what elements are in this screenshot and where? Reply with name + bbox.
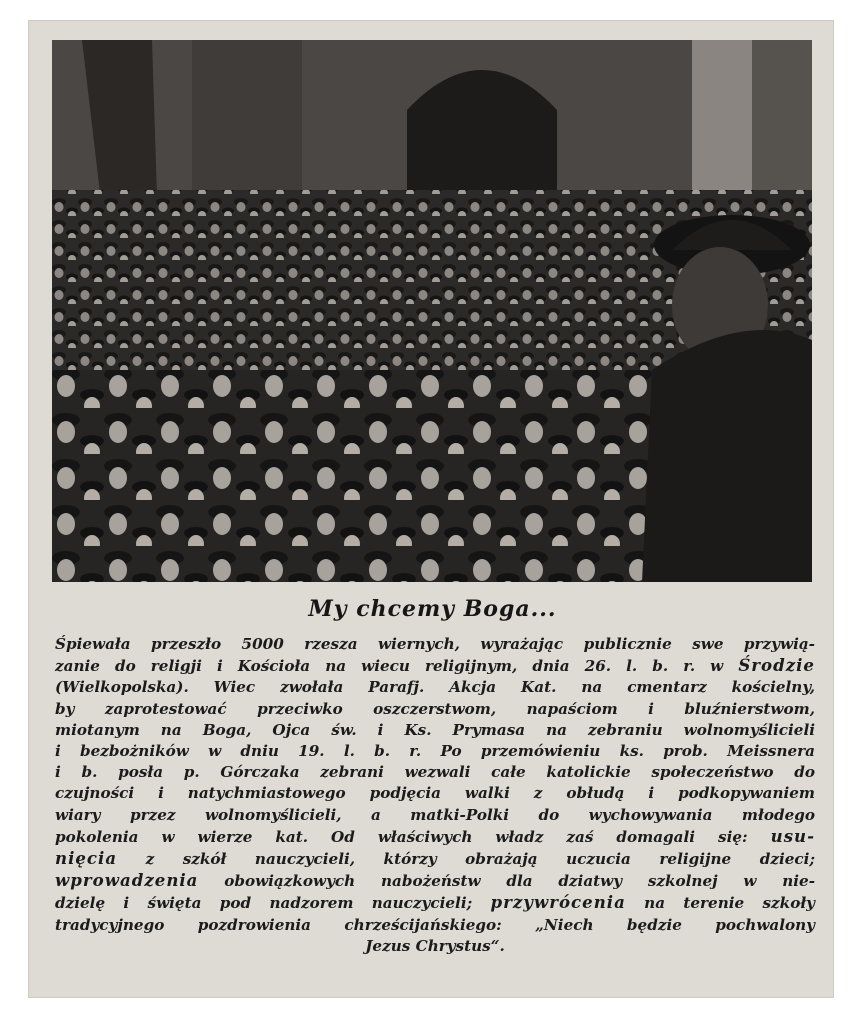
article-title: My chcemy Boga...: [308, 596, 557, 622]
body-line: Śpiewała przeszło 5000 rzesza wiernych, wyrażając publicznie swe przywią-: [55, 635, 815, 653]
article-body: [55, 634, 815, 957]
body-line: nięcia z szkół nauczycieli, którzy obrażają uczucia religijne dzieci;: [55, 848, 815, 869]
body-line: zanie do religji i Kościoła na wiecu religijnym, dnia 26. l. b. r. w Środzie: [55, 655, 815, 676]
emphasis-text: przywrócenia: [490, 892, 626, 913]
body-line: tradycyjnego pozdrowienia chrześcijańskiego: „Niech będzie pochwalony: [55, 915, 815, 934]
emphasis-text: Środzie: [738, 655, 815, 676]
crowd-photo: [52, 40, 812, 582]
body-line: by zaprotestować przeciwko oszczerstwom, napaściom i bluźnierstwom,: [55, 699, 815, 718]
body-line: miotanym na Boga, Ojca św. i Ks. Prymasa na zebraniu wolnomyślicieli: [55, 720, 815, 739]
emphasis-text: nięcia: [55, 848, 118, 869]
body-line: wprowadzenia obowiązkowych nabożeństw dla dziatwy szkolnej w nie-: [55, 870, 815, 891]
body-line: dzielę i święta pod nadzorem nauczycieli; przywrócenia na terenie szkoły: [55, 892, 815, 913]
body-line: czujności i natychmiastowego podjęcia walki z obłudą i podkopywaniem: [55, 784, 815, 803]
body-line: pokolenia w wierze kat. Od właściwych władz zaś domagali się: usu-: [55, 825, 815, 846]
emphasis-text: wprowadzenia: [55, 870, 199, 891]
body-line: Jezus Chrystus“.: [365, 936, 505, 955]
emphasis-text: usu-: [770, 825, 815, 846]
body-line: i bezbożników w dniu 19. l. b. r. Po przemówieniu ks. prob. Meissnera: [55, 742, 815, 761]
body-line: (Wielkopolska). Wiec zwołała Parafj. Akcja Kat. na cmentarz kościelny,: [55, 678, 815, 697]
body-line: i b. posła p. Górczaka zebrani wezwali całe katolickie społeczeństwo do: [55, 763, 815, 782]
body-line: wiary przez wolnomyślicieli, a matki-Polki do wychowywania młodego: [55, 805, 815, 824]
